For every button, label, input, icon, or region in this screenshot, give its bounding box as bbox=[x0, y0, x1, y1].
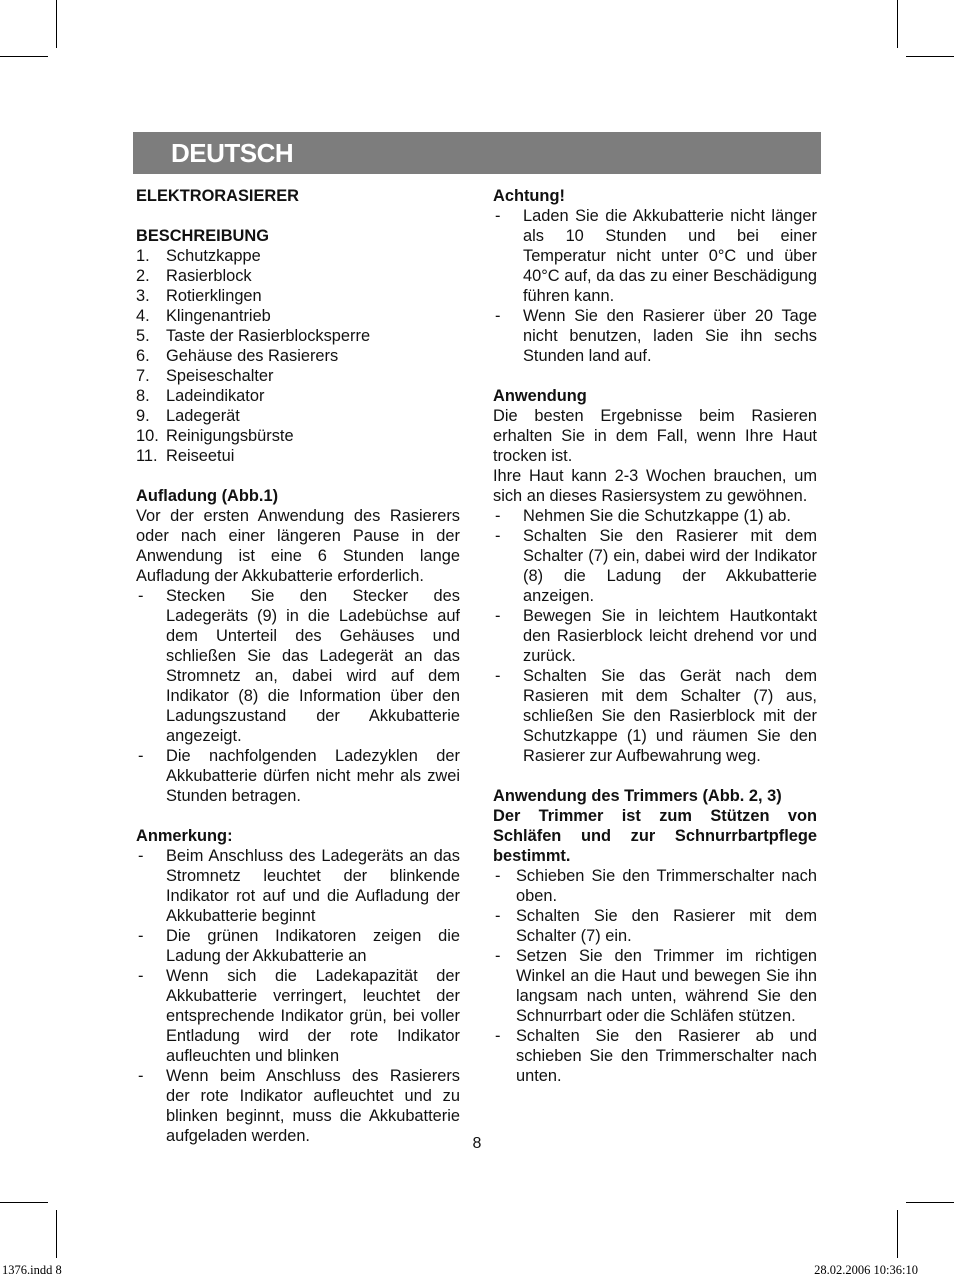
page-title: DEUTSCH bbox=[171, 138, 294, 168]
list-item: - Schalten Sie den Rasierer mit dem Schalter (7) ein. bbox=[495, 907, 817, 945]
trimmer-intro: Der Trimmer ist zum Stützen von Schläfen und zur Schnurrbartpflege bestimmt. bbox=[493, 807, 817, 865]
crop-mark bbox=[0, 56, 48, 57]
list-item: - Wenn beim Anschluss des Rasierers der rote Indikator aufleuchtet und zu blinken beginnt, muss die Akkubatterie aufgeladen werden. bbox=[138, 1067, 460, 1145]
charging-heading: Aufladung (Abb.1) bbox=[136, 487, 279, 505]
list-item: 4. Klingenantrieb bbox=[136, 307, 271, 325]
list-item: - Nehmen Sie die Schutzkappe (1) ab. bbox=[495, 507, 791, 525]
list-item: 8. Ladeindikator bbox=[136, 387, 265, 405]
list-item: 5. Taste der Rasierblocksperre bbox=[136, 327, 371, 345]
list-item: - Schalten Sie das Gerät nach dem Rasieren mit dem Schalter (7) aus, schließen Sie den Rasierblock mit der Schutzkappe (1) und räumen Sie den Rasierer zur Aufbewahrung weg. bbox=[495, 667, 817, 765]
list-item: - Schalten Sie den Rasierer mit dem Schalter (7) ein, dabei wird der Indikator (8) die Ladung der Akkubatterie anzeigen. bbox=[495, 527, 817, 605]
warning-heading: Achtung! bbox=[493, 187, 565, 205]
crop-mark bbox=[906, 56, 954, 57]
list-item: - Schalten Sie den Rasierer ab und schieben Sie den Trimmerschalter nach unten. bbox=[495, 1027, 817, 1085]
list-item: - Laden Sie die Akkubatterie nicht länger als 10 Stunden und bei einer Temperatur nicht unter 0°C und über 40°C auf, da das zu einer Beschädigung führen kann. bbox=[495, 207, 817, 305]
product-heading: ELEKTRORASIERER bbox=[136, 187, 300, 205]
trimmer-heading: Anwendung des Trimmers (Abb. 2, 3) bbox=[493, 787, 782, 805]
list-item: - Die grünen Indikatoren zeigen die Ladung der Akkubatterie an bbox=[138, 927, 460, 965]
crop-mark bbox=[897, 0, 898, 48]
note-heading: Anmerkung: bbox=[136, 827, 233, 845]
crop-mark bbox=[897, 1210, 898, 1258]
list-item: 1. Schutzkappe bbox=[136, 247, 261, 265]
list-item: - Beim Anschluss des Ladegeräts an das Stromnetz leuchtet der blinkende Indikator rot auf und die Aufladung der Akkubatterie beginnt bbox=[138, 847, 460, 925]
charging-list bbox=[136, 586, 460, 806]
file-slug: 1376.indd 8 bbox=[2, 1263, 62, 1277]
list-item: - Setzen Sie den Trimmer im richtigen Winkel an die Haut und bewegen Sie ihn langsam nach unten, während Sie den Schnurrbart oder die Schläfen stützen. bbox=[495, 947, 817, 1025]
usage-heading: Anwendung bbox=[493, 387, 587, 405]
charging-intro: Vor der ersten Anwendung des Rasierers oder nach einer längeren Pause in der Anwendung ist eine 6 Stunden lange Aufladung der Akkubatterie erforderlich. bbox=[136, 507, 460, 585]
list-item: - Die nachfolgenden Ladezyklen der Akkubatterie dürfen nicht mehr als zwei Stunden betragen. bbox=[138, 747, 460, 805]
crop-mark bbox=[56, 1210, 57, 1258]
list-item: - Bewegen Sie in leichtem Hautkontakt den Rasierblock leicht drehend vor und zurück. bbox=[495, 607, 817, 665]
list-item: 3. Rotierklingen bbox=[136, 287, 262, 305]
list-item: - Stecken Sie den Stecker des Ladegeräts (9) in die Ladebüchse auf dem Unterteil des Gehäuses und schließen Sie das Ladegerät an das Stromnetz an, dabei wird auf dem Indikator (8) die Information über den Ladungszustand der Akkubatterie angezeigt. bbox=[138, 587, 460, 745]
list-item: 7. Speiseschalter bbox=[136, 367, 274, 385]
usage-paragraph: Die besten Ergebnisse beim Rasieren erhalten Sie in dem Fall, wenn Ihre Haut trocken ist. bbox=[493, 407, 817, 465]
description-heading: BESCHREIBUNG bbox=[136, 227, 269, 245]
right-column bbox=[493, 186, 817, 1086]
list-item: 9. Ladegerät bbox=[136, 407, 240, 425]
crop-mark bbox=[906, 1202, 954, 1203]
warning-list bbox=[493, 206, 817, 366]
left-column bbox=[136, 186, 460, 1146]
usage-list bbox=[493, 506, 817, 766]
list-item: - Wenn Sie den Rasierer über 20 Tage nicht benutzen, laden Sie ihn sechs Stunden land auf. bbox=[495, 307, 817, 365]
crop-mark bbox=[0, 1202, 48, 1203]
trimmer-list bbox=[493, 866, 817, 1086]
note-list bbox=[136, 846, 460, 1146]
language-banner bbox=[133, 132, 821, 174]
parts-list bbox=[136, 246, 460, 466]
list-item: 6. Gehäuse des Rasierers bbox=[136, 347, 339, 365]
list-item: - Wenn sich die Ladekapazität der Akkubatterie verringert, leuchtet der entsprechende Indikator grün, bei voller Entladung wird der rote Indikator aufleuchten und blinken bbox=[138, 967, 460, 1065]
list-item: - Schieben Sie den Trimmerschalter nach oben. bbox=[495, 867, 817, 905]
list-item: 10. Reinigungsbürste bbox=[136, 427, 294, 445]
list-item: 11. Reiseetui bbox=[136, 447, 235, 465]
crop-mark bbox=[56, 0, 57, 48]
page-number: 8 bbox=[472, 1135, 482, 1152]
list-item: 2. Rasierblock bbox=[136, 267, 252, 285]
usage-paragraph: Ihre Haut kann 2-3 Wochen brauchen, um sich an dieses Rasiersystem zu gewöhnen. bbox=[493, 467, 817, 505]
print-timestamp: 28.02.2006 10:36:10 bbox=[814, 1263, 918, 1277]
